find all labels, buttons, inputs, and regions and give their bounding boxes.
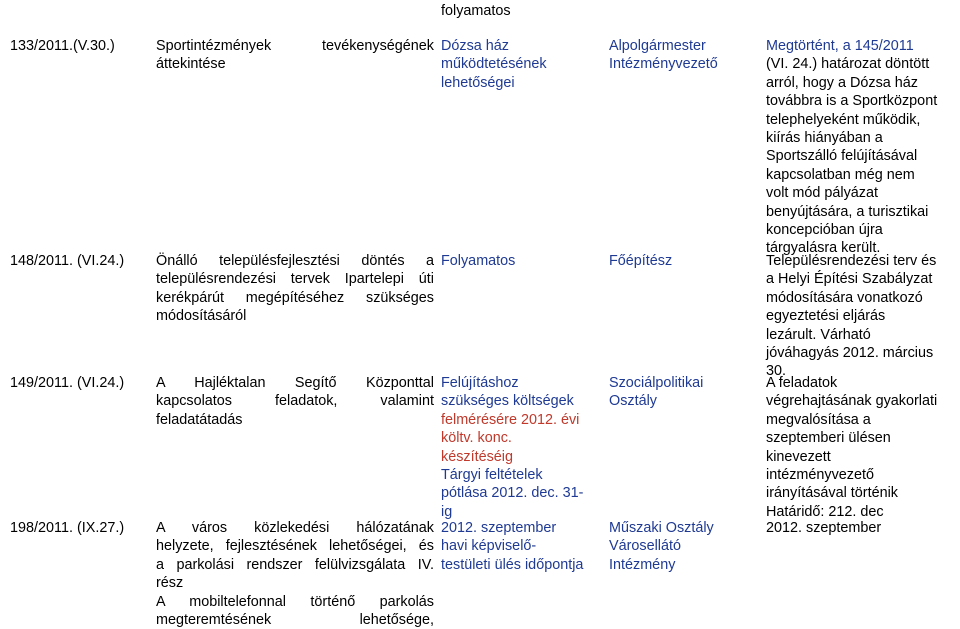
row-3-task: Felújításhoz szükséges költségek felmérésére 2012. évi költv. konc. készítéséig Tárgyi feltételek pótlása 2012. dec. 31- ig: [441, 375, 584, 520]
row-2-status: Településrendezési terv és a Helyi Építési Szabályzat módosítására vonatkozó egyeztetési eljárás lezárult. Várható jóváhagyás 2012. március 30.: [766, 253, 937, 380]
row-4-responsible: Műszaki Osztály Városellátó Intézmény: [609, 520, 714, 573]
row-1-task: Dózsa ház működtetésének lehetőségei: [441, 38, 547, 91]
row-3-status: A feladatok végrehajtásának gyakorlati megvalósítása a szeptemberi ülésen kinevezett intézményvezető irányításával történik Határidő: 212. dec: [766, 375, 938, 520]
row-3-subject: A Hajléktalan Segítő Központtal kapcsolatos feladatok, valamint feladatátadás: [156, 375, 434, 428]
row-1-subject: Sportintézmények tevékenységének áttekintése: [156, 38, 434, 73]
row-2-number: 148/2011. (VI.24.): [10, 253, 125, 269]
row-1-responsible: Alpolgármester Intézményvezető: [609, 38, 718, 73]
row-2-subject: Önálló településfejlesztési döntés a településrendezési tervek Ipartelepi úti kerékpárút megépítéséhez szükséges módosításáról: [156, 253, 434, 325]
row-4-task: 2012. szeptember havi képviselő- testületi ülés időpontja: [441, 520, 584, 573]
row-3-responsible: Szociálpolitikai Osztály: [609, 375, 704, 410]
row-1-status: Megtörtént, a 145/2011 (VI. 24.) határozat döntött arról, hogy a Dózsa ház továbbra is a Sportközpont telephelyeként működik, kiírás hiányában a Sportszálló felújításával kapcsolatban még nem volt mód pályázat benyújtására, a turisztikai koncepcióban újra tárgyalásra került.: [766, 38, 938, 257]
row-2-responsible: Főépítész: [609, 253, 673, 269]
header-col3: [441, 2, 511, 20]
row-3-number: 149/2011. (VI.24.): [10, 375, 125, 391]
row-4-subject: A város közlekedési hálózatának helyzete, fejlesztésének lehetőségei, és a parkolási rendszer felülvizsgálata IV. rész A mobiltelefonnal történő parkolás megteremtésének lehetősége,: [156, 520, 434, 629]
row-4-status: 2012. szeptember: [766, 520, 882, 536]
row-4-number: 198/2011. (IX.27.): [10, 520, 125, 536]
header-col3-text: folyamatos: [441, 3, 511, 19]
row-2-task: Folyamatos: [441, 253, 516, 269]
row-1-number: 133/2011.(V.30.): [10, 38, 115, 54]
